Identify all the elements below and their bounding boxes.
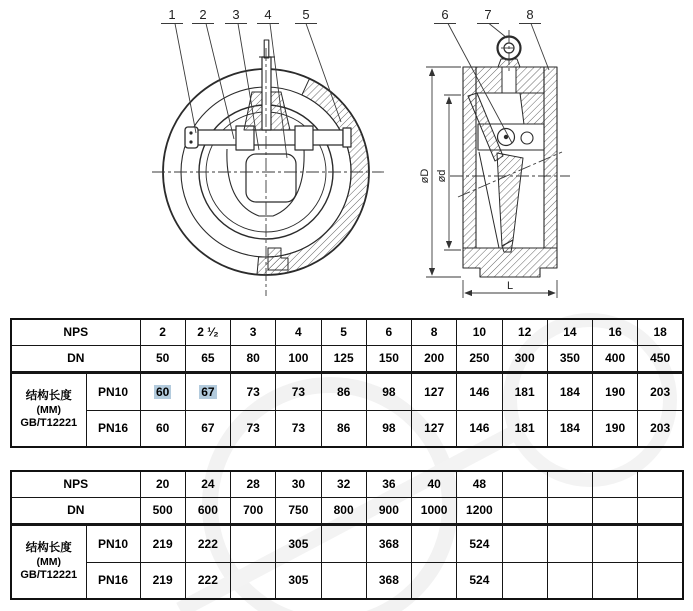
callout-3: 3 (232, 7, 240, 22)
pn10-value: 368 (366, 525, 411, 563)
dn-value (638, 497, 683, 524)
structure-length-row-header: 结构长度 (MM) GB/T12221 (11, 373, 86, 447)
nps-value: 6 (366, 319, 411, 345)
pn16-value: 86 (321, 410, 366, 447)
pn16-value: 60 (140, 410, 185, 447)
nps-value: 10 (457, 319, 502, 345)
pn10-value: 181 (502, 373, 547, 411)
dn-value: 100 (276, 345, 321, 372)
nps-value: 5 (321, 319, 366, 345)
dim-inner-diameter-label: ød (436, 169, 448, 183)
pn10-value: 305 (276, 525, 321, 563)
dn-value: 300 (502, 345, 547, 372)
pn10-value: 98 (366, 373, 411, 411)
hinge-shaft (197, 130, 343, 145)
dn-value (593, 497, 638, 524)
pn10-value (502, 525, 547, 563)
dn-value: 900 (366, 497, 411, 524)
pn10-value (638, 525, 683, 563)
pn10-value: 190 (593, 373, 638, 411)
dn-value: 80 (231, 345, 276, 372)
dn-value: 600 (185, 497, 230, 524)
front-view (152, 40, 384, 296)
nps-value (547, 471, 592, 497)
pn16-value: 73 (231, 410, 276, 447)
dim-length-label: L (506, 280, 514, 292)
pn10-value: 219 (140, 525, 185, 563)
nps-value: 30 (276, 471, 321, 497)
structure-length-row-header: 结构长度 (MM) GB/T12221 (11, 525, 86, 599)
callout-4: 4 (264, 7, 272, 22)
dn-value: 65 (185, 345, 230, 372)
pn10-value: 203 (638, 373, 683, 411)
callout-6: 6 (441, 7, 449, 22)
nps-value (502, 471, 547, 497)
dn-value (502, 497, 547, 524)
dimensions-table-nps20-48 (10, 470, 684, 600)
pn10-value: 86 (321, 373, 366, 411)
callout-7: 7 (484, 7, 492, 22)
dn-value: 150 (366, 345, 411, 372)
dimension-tables (10, 318, 684, 600)
pn16-value (231, 562, 276, 599)
nps-value: 4 (276, 319, 321, 345)
pn16-value: 305 (276, 562, 321, 599)
pn16-value (321, 562, 366, 599)
nps-value: 36 (366, 471, 411, 497)
pn10-value: 73 (231, 373, 276, 411)
pn10-value: 127 (412, 373, 457, 411)
nps-value: 12 (502, 319, 547, 345)
dn-value: 350 (547, 345, 592, 372)
pn16-value: 219 (140, 562, 185, 599)
dn-value: 500 (140, 497, 185, 524)
callout-5: 5 (302, 7, 310, 22)
nps-value: 24 (185, 471, 230, 497)
pn16-value: 146 (457, 410, 502, 447)
pn16-value: 127 (412, 410, 457, 447)
dn-row-header: DN (11, 497, 140, 524)
dn-value: 800 (321, 497, 366, 524)
callout-1: 1 (168, 7, 176, 22)
pn16-value (547, 562, 592, 599)
pn16-value: 368 (366, 562, 411, 599)
nps-value: 28 (231, 471, 276, 497)
pn10-row-header: PN10 (86, 525, 140, 563)
pn10-value (321, 525, 366, 563)
dn-value: 750 (276, 497, 321, 524)
nps-value: 32 (321, 471, 366, 497)
dn-value: 125 (321, 345, 366, 372)
nps-value (593, 471, 638, 497)
pn16-row-header: PN16 (86, 562, 140, 599)
callout-2: 2 (199, 7, 207, 22)
nps-value: 3 (231, 319, 276, 345)
pn16-value: 184 (547, 410, 592, 447)
pn10-value (547, 525, 592, 563)
spec-table-1 (10, 318, 684, 448)
dn-row-header: DN (11, 345, 140, 372)
nps-value: 48 (457, 471, 502, 497)
callout-8: 8 (526, 7, 534, 22)
stop-pin (262, 57, 271, 130)
nps-value: 2 (140, 319, 185, 345)
pn10-value: 222 (185, 525, 230, 563)
pn16-value: 98 (366, 410, 411, 447)
dn-value: 50 (140, 345, 185, 372)
nps-value (638, 471, 683, 497)
pn16-value: 181 (502, 410, 547, 447)
dn-value: 1000 (412, 497, 457, 524)
pn16-value: 67 (185, 410, 230, 447)
dn-value (547, 497, 592, 524)
nps-value: 20 (140, 471, 185, 497)
valve-disc (497, 153, 523, 246)
pn16-value (502, 562, 547, 599)
pn16-value (638, 562, 683, 599)
pn16-value: 73 (276, 410, 321, 447)
pn10-value (231, 525, 276, 563)
spec-table-2 (10, 470, 684, 600)
pn10-row-header: PN10 (86, 373, 140, 411)
pn16-value: 190 (593, 410, 638, 447)
pn16-value (593, 562, 638, 599)
nps-row-header: NPS (11, 319, 140, 345)
pn16-value: 222 (185, 562, 230, 599)
pn16-value (412, 562, 457, 599)
dn-value: 450 (638, 345, 683, 372)
pn10-value (412, 525, 457, 563)
dn-value: 200 (412, 345, 457, 372)
pn10-value: 524 (457, 525, 502, 563)
nps-value: 40 (412, 471, 457, 497)
pn10-value (593, 525, 638, 563)
nps-value: 8 (412, 319, 457, 345)
pn10-value: 146 (457, 373, 502, 411)
pn10-value: 184 (547, 373, 592, 411)
nps-row-header: NPS (11, 471, 140, 497)
dn-value: 400 (593, 345, 638, 372)
dn-value: 1200 (457, 497, 502, 524)
dn-value: 700 (231, 497, 276, 524)
shaft-end-plug (185, 127, 198, 148)
pn10-value: 67 (185, 373, 230, 411)
dimensions-table-nps2-18 (10, 318, 684, 448)
side-section-view (450, 30, 570, 277)
nps-value: 14 (547, 319, 592, 345)
nps-value: 16 (593, 319, 638, 345)
nps-value: 2 ¹⁄₂ (185, 319, 230, 345)
pn16-row-header: PN16 (86, 410, 140, 447)
dim-outer-diameter-label: øD (419, 168, 431, 184)
dn-value: 250 (457, 345, 502, 372)
pn16-value: 524 (457, 562, 502, 599)
pn10-value: 73 (276, 373, 321, 411)
nps-value: 18 (638, 319, 683, 345)
pn16-value: 203 (638, 410, 683, 447)
pn10-value: 60 (140, 373, 185, 411)
